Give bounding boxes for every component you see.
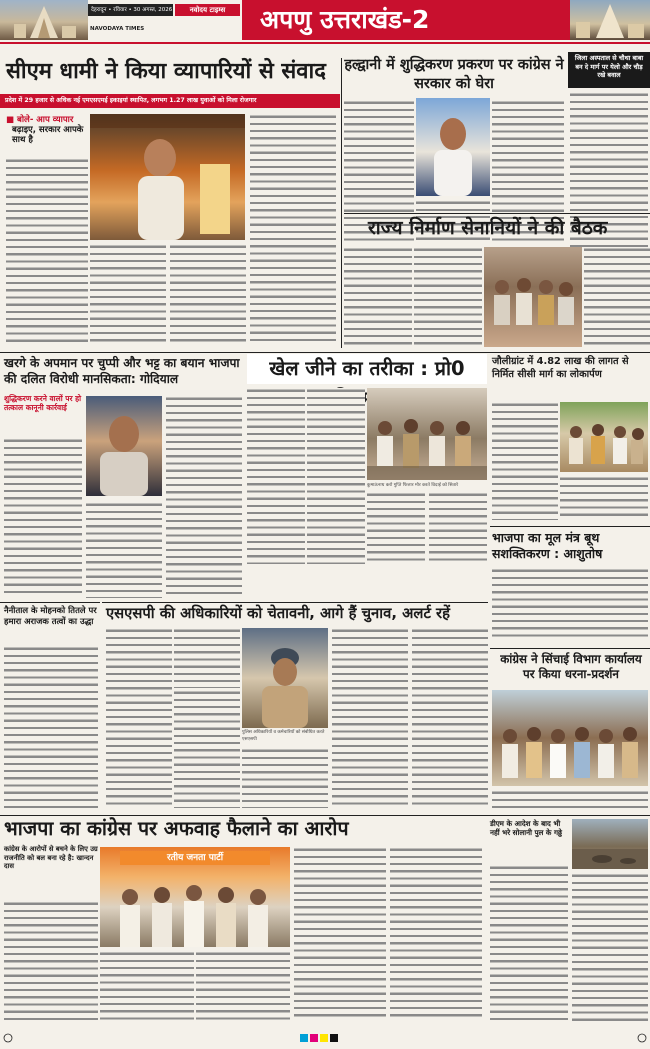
side-headline: कांग्रेस के आरोपों से बचने के लिए उग्र राजनीति को बल बना रहे है: खान्दन दास bbox=[4, 845, 98, 871]
headline: खरगे के अपमान पर चुप्पी और भट्ट का बयान भाजपा की दलित विरोधी मानसिकता: गोदियाल bbox=[4, 356, 240, 386]
headline: भाजपा का कांग्रेस पर अफवाह फैलाने का आरोप bbox=[4, 817, 349, 840]
registration-marks bbox=[0, 1032, 650, 1045]
body-column-1 bbox=[344, 247, 412, 347]
temple-photo-left bbox=[0, 0, 88, 40]
body-column-2 bbox=[90, 244, 166, 346]
photo-ssp bbox=[242, 628, 328, 728]
headline: भाजपा का मूल मंत्र बूथ सशक्तिकरण : आशुतोष bbox=[492, 530, 603, 561]
kicker-headline: बढ़ाइए, सरकार आपके साथ है bbox=[12, 125, 84, 145]
body-column-2 bbox=[572, 873, 648, 1021]
photo-haldwani bbox=[416, 98, 490, 196]
headline-box bbox=[490, 819, 570, 861]
headline-band bbox=[247, 354, 487, 384]
print-registration-strip bbox=[0, 1030, 650, 1043]
body-column bbox=[492, 790, 648, 810]
headline: राज्य निर्माण सेनानियों ने की बैठक bbox=[368, 217, 608, 239]
headline: डीएम के आदेश के बाद भी नहीं भरे सोलानी पुल के गढ्ढे bbox=[490, 819, 562, 837]
paper-name-en: NAVODAYA TIMES bbox=[90, 26, 145, 32]
headline: नैनीताल के मोहनको तितले पर हमारा अराजक तत्वों का उद्धा bbox=[4, 605, 97, 626]
top-rule bbox=[344, 213, 650, 214]
headline: सीएम धामी ने किया व्यापारियों से संवाद bbox=[6, 59, 326, 84]
portrait-illustration bbox=[86, 396, 162, 496]
article-nainital bbox=[0, 602, 100, 814]
temple-photo-right bbox=[570, 0, 650, 40]
body-column-2 bbox=[174, 628, 240, 688]
photo-dhami bbox=[90, 114, 245, 240]
caption: कुमाऊंनाथ करो गुप्ति फित्तार मोर करते विदाई को सितारे bbox=[367, 483, 459, 488]
column-rule bbox=[341, 58, 342, 348]
headline: हल्द्वानी में शुद्धिकरण प्रकरण पर कांग्रेस ने सरकार को घेरा bbox=[344, 57, 564, 92]
body-column bbox=[4, 646, 98, 810]
top-rule bbox=[490, 526, 650, 527]
subhead-bar: प्रदेश में 29 हजार से अधिक नई एमएसएमई इकाइयां स्थापित, लगभग 1.27 लाख युवाओं को मिला रोजगार bbox=[0, 94, 340, 108]
side-box bbox=[4, 845, 98, 897]
article-dm bbox=[488, 817, 650, 1027]
top-rule bbox=[102, 602, 488, 603]
paper-name: नवोदय टाइम्स bbox=[175, 4, 240, 16]
body-column-3 bbox=[170, 244, 246, 346]
group-illustration bbox=[492, 690, 648, 786]
group-illustration bbox=[367, 388, 487, 480]
photo-protest bbox=[492, 690, 648, 786]
kicker: ■ बोले- आप व्यापार bbox=[6, 115, 74, 125]
section-rule-2 bbox=[0, 815, 650, 816]
body-column-1 bbox=[490, 865, 568, 1021]
body-column-4 bbox=[294, 847, 386, 1021]
photo-khel bbox=[367, 388, 487, 480]
party-banner: रतीय जनता पार्टी bbox=[120, 851, 270, 865]
body-column-3 bbox=[367, 492, 425, 564]
kicker: शुद्धिकरण करने वालों पर हो तत्काल कानूनी कार्रवाई bbox=[4, 394, 82, 412]
body-column-2 bbox=[100, 951, 194, 1021]
road-illustration bbox=[572, 819, 648, 869]
body-column bbox=[492, 568, 648, 640]
body-column-4 bbox=[242, 748, 328, 808]
group-illustration bbox=[484, 247, 582, 347]
body-column-1 bbox=[6, 158, 88, 346]
temple-illustration bbox=[0, 0, 88, 40]
article-rajya bbox=[344, 213, 650, 353]
body-column-2 bbox=[86, 502, 162, 598]
body-column-1 bbox=[4, 438, 82, 598]
article-booth bbox=[490, 526, 650, 646]
body-column-5 bbox=[332, 628, 408, 808]
masthead bbox=[0, 0, 650, 46]
article-khel bbox=[247, 354, 487, 594]
headline: जौलीग्रांट में 4.82 लाख की लागत से निर्मित सीसी मार्ग का लोकार्पण bbox=[492, 356, 629, 380]
photo-dm bbox=[572, 819, 648, 869]
headline: एसएसपी की अधिकारियों को चेतावनी, आगे हैं चुनाव, अलर्ट रहें bbox=[106, 605, 450, 622]
portrait-illustration bbox=[90, 114, 245, 240]
headline: खेल जीने का तरीका : प्रो0 bbox=[269, 357, 465, 380]
body-column-5 bbox=[390, 847, 482, 1021]
portrait-illustration bbox=[242, 628, 328, 728]
date-bar bbox=[88, 4, 173, 16]
body-column-2 bbox=[560, 476, 648, 520]
article-congress-protest bbox=[490, 648, 650, 814]
body-column-4 bbox=[429, 492, 487, 564]
masthead-rule bbox=[0, 42, 650, 44]
article-ssp bbox=[102, 602, 488, 814]
temple-illustration-right bbox=[570, 0, 650, 40]
photo-rajya bbox=[484, 247, 582, 347]
body-column-6 bbox=[412, 628, 488, 808]
headline: कांग्रेस ने सिंचाई विभाग कार्यालय पर किया धरना-प्रदर्शन bbox=[500, 652, 642, 681]
kicker-box bbox=[4, 394, 82, 434]
body-column-1 bbox=[247, 388, 305, 564]
kicker-box bbox=[6, 114, 86, 154]
body-column-3 bbox=[196, 951, 290, 1021]
body-column-3 bbox=[166, 396, 242, 598]
body-column-1 bbox=[106, 628, 172, 808]
article-jolly bbox=[490, 354, 650, 524]
headline-box bbox=[568, 52, 650, 88]
photo-jolly bbox=[560, 402, 648, 472]
body-column-3 bbox=[174, 690, 240, 808]
photo-kharge bbox=[86, 396, 162, 496]
group-illustration bbox=[560, 402, 648, 472]
section-rule-1 bbox=[0, 352, 650, 353]
top-rule bbox=[490, 648, 650, 649]
body-column-2 bbox=[414, 247, 482, 347]
caption: पुलिस अधिकारियों व कर्मचारियों को संबोधित करते एसएसपी bbox=[242, 730, 325, 742]
page-title-bar bbox=[242, 0, 570, 40]
portrait-illustration bbox=[416, 98, 490, 196]
headline: जिला अस्पताल से चौथा बाबा बन दे मार्ग पर येलो और चौड़ रखे बवाल bbox=[574, 54, 644, 79]
body-column-1 bbox=[492, 402, 558, 520]
top-rule bbox=[0, 602, 100, 603]
body-column-2 bbox=[307, 388, 365, 564]
article-bjp bbox=[0, 817, 484, 1027]
date-line: देहरादून • रविवार • 30 अगस्त, 2026 bbox=[91, 7, 173, 13]
article-dhami bbox=[0, 58, 340, 348]
body-column-4 bbox=[250, 114, 336, 346]
body-column-3 bbox=[584, 247, 650, 347]
page-title: अपणु उत्तराखंड-2 bbox=[260, 5, 430, 34]
group-illustration bbox=[100, 847, 290, 947]
photo-bjp bbox=[100, 847, 290, 947]
body-column-1 bbox=[4, 901, 98, 1021]
